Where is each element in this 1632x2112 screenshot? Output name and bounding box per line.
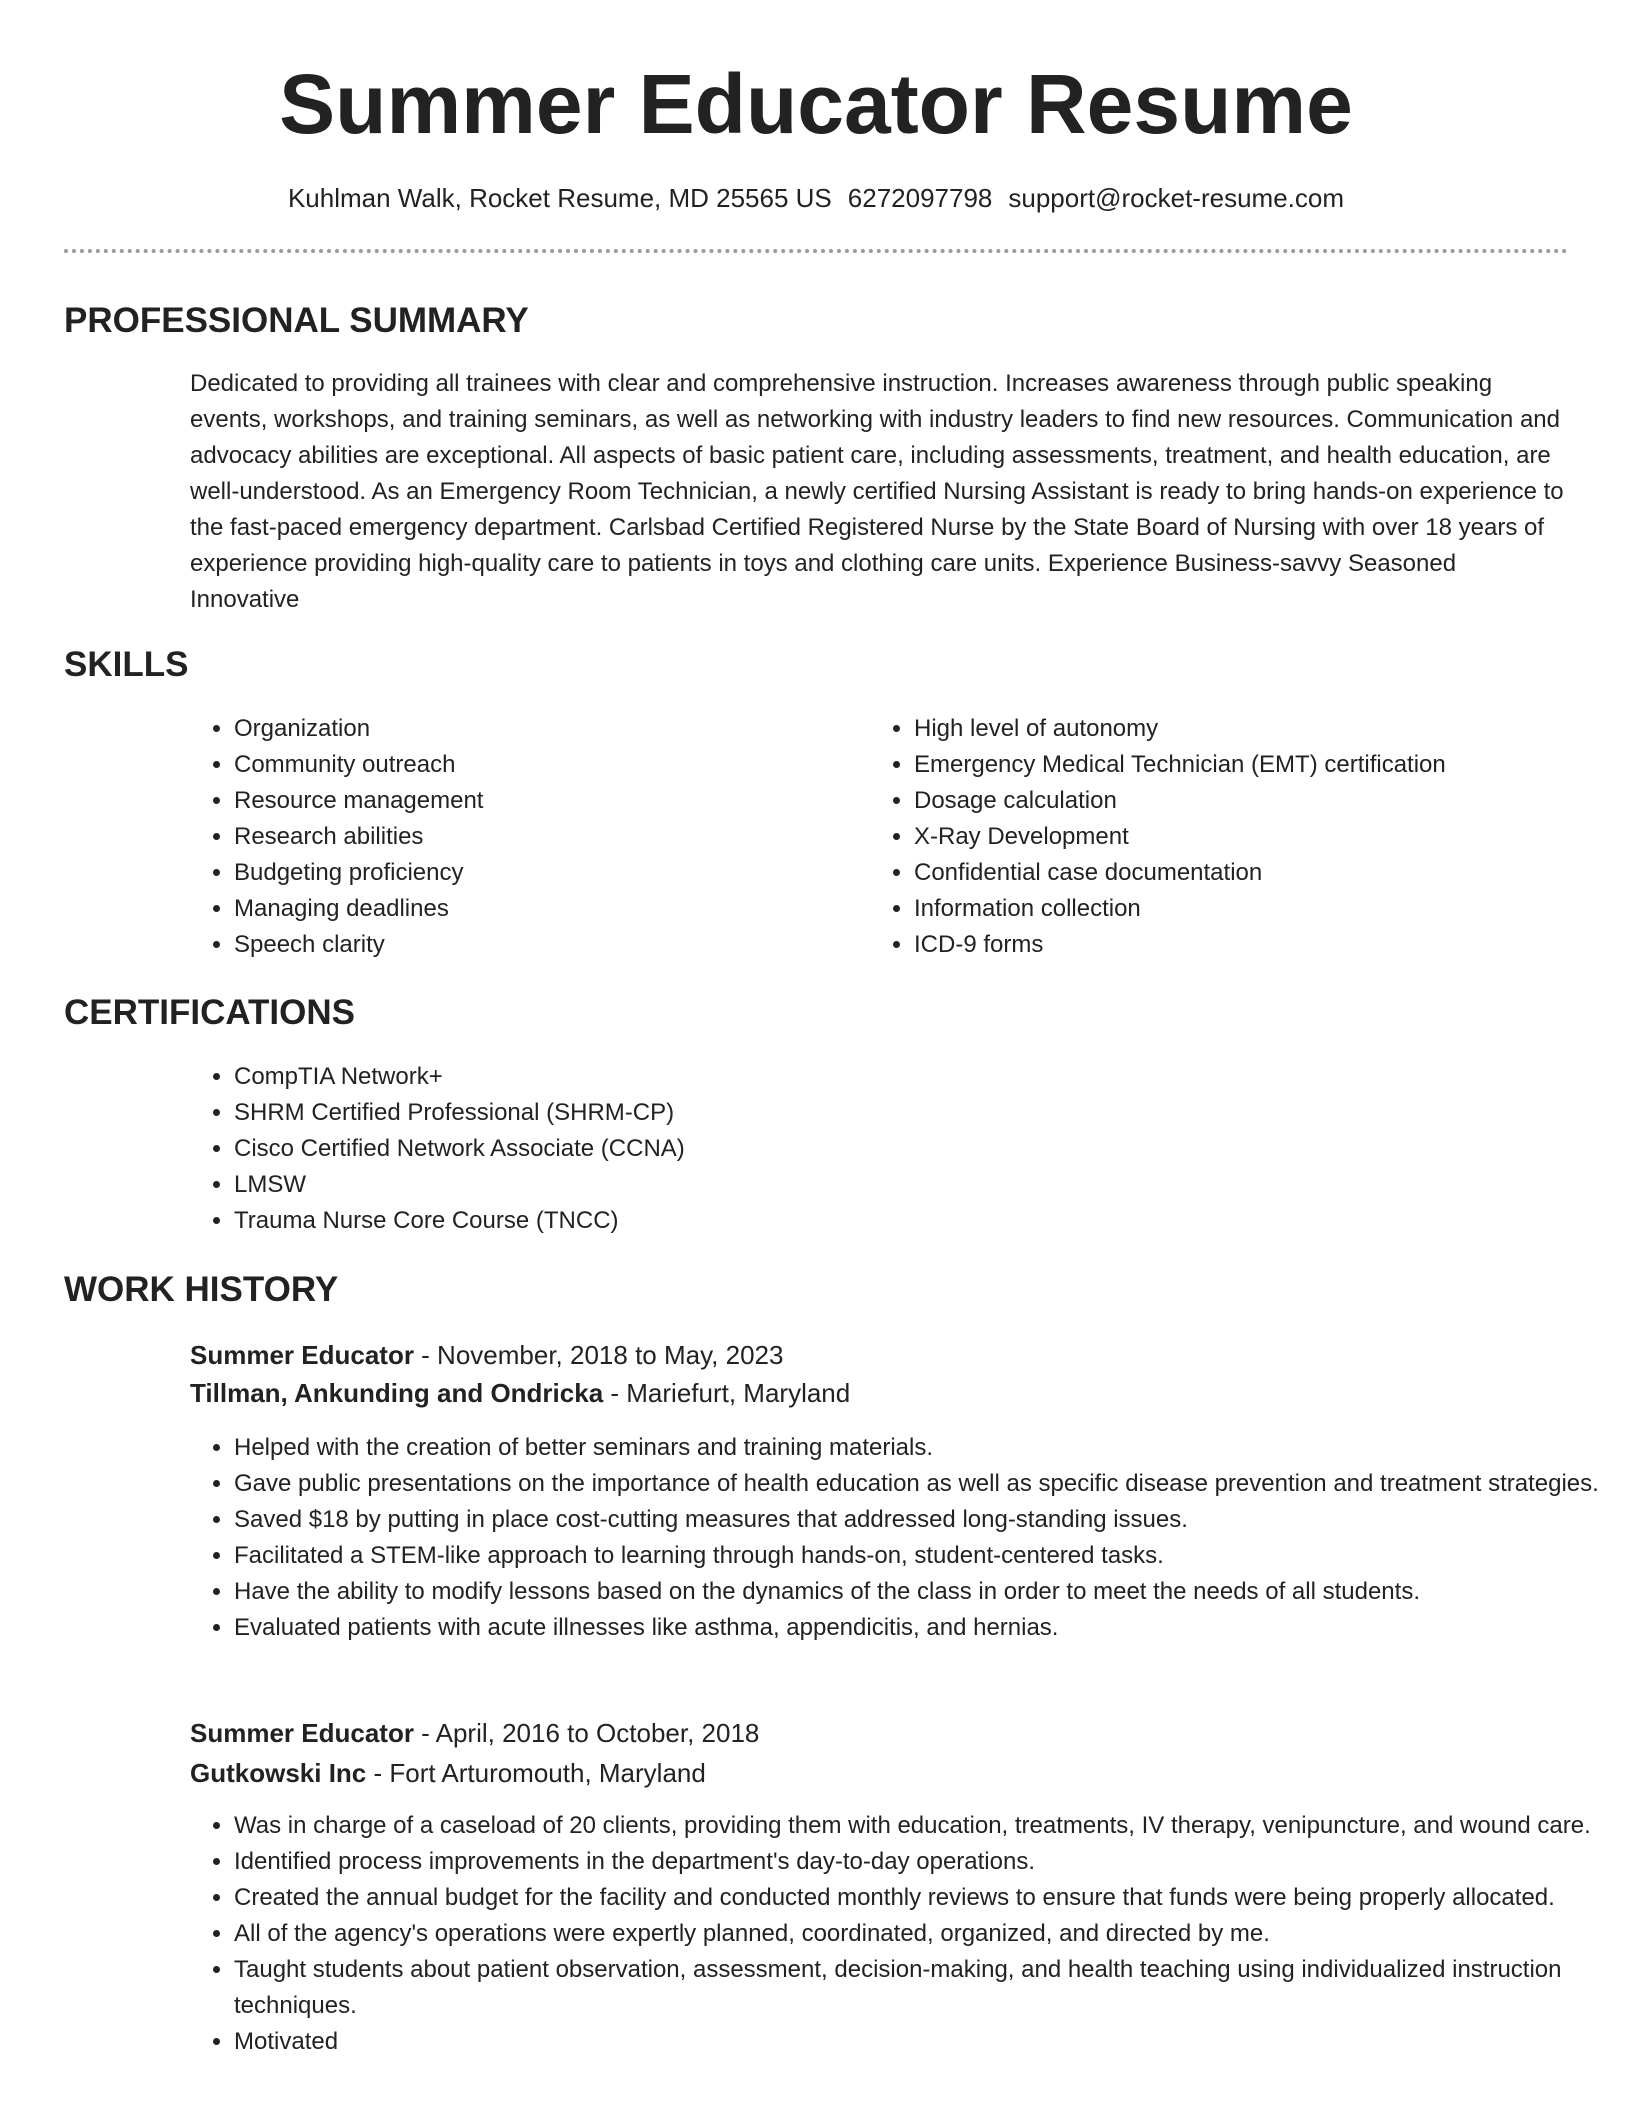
resume-title: Summer Educator Resume bbox=[279, 57, 1353, 151]
job-bullets bbox=[190, 1430, 1614, 1646]
skill-item: • Managing deadlines bbox=[234, 891, 854, 927]
job-company-line bbox=[190, 1754, 706, 1792]
job-dates: - April, 2016 to October, 2018 bbox=[413, 1718, 760, 1748]
header-divider bbox=[64, 249, 1568, 253]
job-dates: - November, 2018 to May, 2023 bbox=[413, 1340, 784, 1370]
skill-item: • X-Ray Development bbox=[914, 819, 1614, 855]
contact-address: Kuhlman Walk, Rocket Resume, MD 25565 US bbox=[287, 183, 832, 213]
certification-item: • LMSW bbox=[234, 1167, 1614, 1203]
skill-item: • Speech clarity bbox=[234, 927, 854, 963]
job-bullet: • Identified process improvements in the department's day-to-day operations. bbox=[234, 1844, 1614, 1880]
contact-phone: 6272097798 bbox=[847, 183, 993, 213]
skill-item: • Dosage calculation bbox=[914, 783, 1614, 819]
job-company: Gutkowski Inc bbox=[190, 1758, 367, 1788]
job-title-line bbox=[190, 1336, 783, 1374]
skill-item: • Confidential case documentation bbox=[914, 855, 1614, 891]
skills-heading: SKILLS bbox=[64, 645, 189, 684]
job-bullet: • Helped with the creation of better seminars and training materials. bbox=[234, 1430, 1614, 1466]
certifications-list bbox=[190, 1059, 1614, 1239]
contact-line bbox=[0, 180, 1632, 216]
contact-email: support@rocket-resume.com bbox=[1008, 183, 1345, 213]
summary-heading: PROFESSIONAL SUMMARY bbox=[64, 301, 529, 340]
skills-list-left bbox=[190, 711, 854, 963]
job-bullet: • Saved $18 by putting in place cost-cutting measures that addressed long-standing issues. bbox=[234, 1502, 1614, 1538]
job-bullet: • Was in charge of a caseload of 20 clients, providing them with education, treatments, IV therapy, venipuncture, and wound care. bbox=[234, 1808, 1614, 1844]
job-company: Tillman, Ankunding and Ondricka bbox=[190, 1378, 604, 1408]
certification-item: • Cisco Certified Network Associate (CCNA) bbox=[234, 1131, 1614, 1167]
skill-item: • Information collection bbox=[914, 891, 1614, 927]
skill-item: • Emergency Medical Technician (EMT) certification bbox=[914, 747, 1614, 783]
work-heading: WORK HISTORY bbox=[64, 1270, 339, 1309]
job-company-line bbox=[190, 1374, 850, 1412]
job-role: Summer Educator bbox=[190, 1340, 414, 1370]
job-bullet: • Facilitated a STEM-like approach to learning through hands-on, student-centered tasks. bbox=[234, 1538, 1614, 1574]
skill-item: • Resource management bbox=[234, 783, 854, 819]
job-bullet: • Gave public presentations on the importance of health education as well as specific disease prevention and treatment strategies. bbox=[234, 1466, 1614, 1502]
certifications-heading: CERTIFICATIONS bbox=[64, 993, 356, 1032]
job-bullet: • All of the agency's operations were expertly planned, coordinated, organized, and directed by me. bbox=[234, 1916, 1614, 1952]
job-bullets bbox=[190, 1808, 1614, 2060]
job-bullet: • Created the annual budget for the facility and conducted monthly reviews to ensure that funds were being properly allocated. bbox=[234, 1880, 1614, 1916]
certification-item: • CompTIA Network+ bbox=[234, 1059, 1614, 1095]
skill-item: • Organization bbox=[234, 711, 854, 747]
job-bullet: • Taught students about patient observation, assessment, decision-making, and health teaching using individualized instruction techniques. bbox=[234, 1952, 1614, 2024]
job-bullet: • Evaluated patients with acute illnesses like asthma, appendicitis, and hernias. bbox=[234, 1610, 1614, 1646]
job-bullet: • Motivated bbox=[234, 2024, 1614, 2060]
skills-list-right bbox=[870, 711, 1614, 963]
job-title-line bbox=[190, 1714, 759, 1752]
skill-item: • ICD-9 forms bbox=[914, 927, 1614, 963]
job-location: - Fort Arturomouth, Maryland bbox=[366, 1758, 706, 1788]
skill-item: • Community outreach bbox=[234, 747, 854, 783]
job-bullet: • Have the ability to modify lessons based on the dynamics of the class in order to meet the needs of all students. bbox=[234, 1574, 1614, 1610]
summary-text: Dedicated to providing all trainees with clear and comprehensive instruction. Increases awareness through public speaking events, workshops, and training seminars, as well as networking with industry leaders to find new resources. Communication and advocacy abilities are exceptional. All aspects of basic patient care, including assessments, treatment, and health education, are well-understood. As an Emergency Room Technician, a newly certified Nursing Assistant is ready to bring hands-on experience to the fast-paced emergency department. Carlsbad Certified Registered Nurse by the State Board of Nursing with over 18 years of experience providing high-quality care to patients in toys and clothing care units. Experience Business-savvy Seasoned Innovative bbox=[190, 370, 1564, 613]
skill-item: • Budgeting proficiency bbox=[234, 855, 854, 891]
skill-item: • Research abilities bbox=[234, 819, 854, 855]
certification-item: • SHRM Certified Professional (SHRM-CP) bbox=[234, 1095, 1614, 1131]
skill-item: • High level of autonomy bbox=[914, 711, 1614, 747]
certification-item: • Trauma Nurse Core Course (TNCC) bbox=[234, 1203, 1614, 1239]
job-location: - Mariefurt, Maryland bbox=[603, 1378, 851, 1408]
job-role: Summer Educator bbox=[190, 1718, 414, 1748]
